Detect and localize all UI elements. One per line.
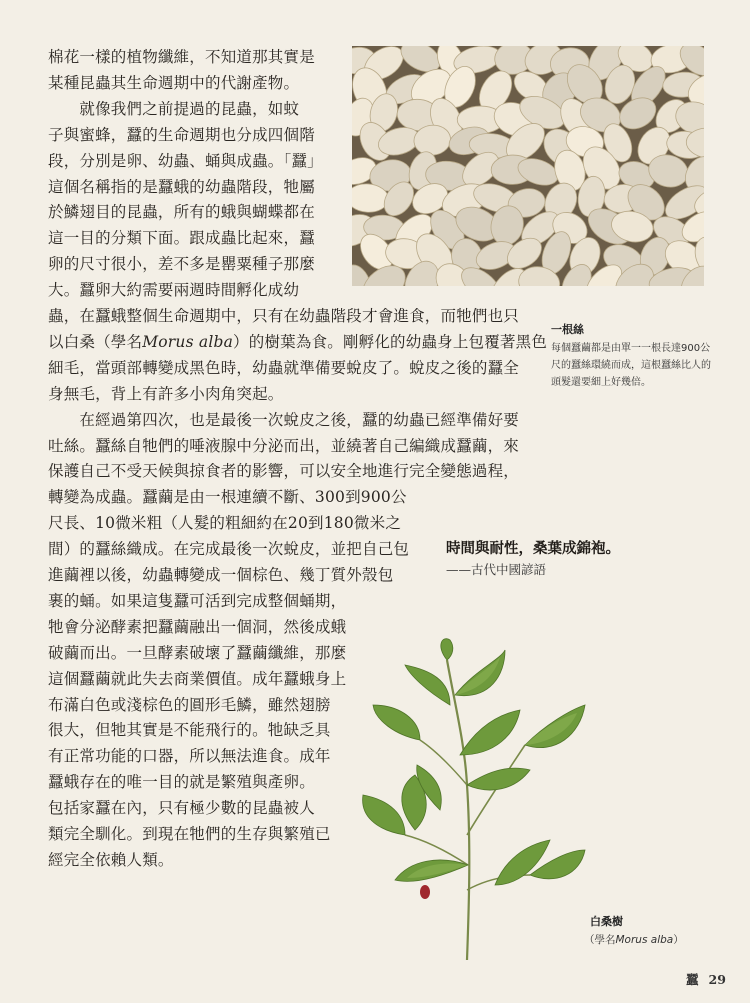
plant-caption-suffix: ） xyxy=(673,934,684,946)
body-line: 吐絲。蠶絲自牠們的唾液腺中分泌而出，並繞著自己編織成蠶繭，來 xyxy=(48,436,520,455)
body-line: 於鱗翅目的昆蟲，所有的蛾與蝴蝶都在 xyxy=(48,203,315,222)
body-line: 某種昆蟲其生命週期中的代謝產物。 xyxy=(48,73,300,92)
body-line: 蠶蛾存在的唯一目的就是繁殖與產卵。 xyxy=(48,773,315,792)
body-line: 尺長、10微米粗（人髮的粗細約在20到180微米之 xyxy=(48,514,402,533)
body-line: 段，分別是卵、幼蟲、蛹與成蟲。「蠶」 xyxy=(48,151,323,170)
folio xyxy=(686,970,726,988)
body-line: 布滿白色或淺棕色的圓形毛鱗，雖然翅膀 xyxy=(48,695,331,714)
body-line: 很大，但牠其實是不能飛行的。牠缺乏具 xyxy=(48,721,331,740)
body-line: 卵的尺寸很小，差不多是罌粟種子那麼 xyxy=(48,255,315,274)
body-line: 間）的蠶絲織成。在完成最後一次蛻皮，並把自己包 xyxy=(48,540,410,559)
body-line: 這一目的分類下面。跟成蟲比起來，蠶 xyxy=(48,229,315,248)
body-line: 類完全馴化。到現在牠們的生存與繁殖已 xyxy=(48,825,331,843)
page-number: 29 xyxy=(708,972,726,987)
body-line: 子與蜜蜂，蠶的生命週期也分成四個階 xyxy=(48,125,315,144)
body-line: 大。蠶卵大約需要兩週時間孵化成幼 xyxy=(48,281,300,300)
body-line: 蟲，在蠶蛾整個生命週期中，只有在幼蟲階段才會進食，而牠們也只 xyxy=(48,307,520,325)
plant-caption-prefix: （學名 xyxy=(584,934,616,946)
body-line: 進繭裡以後，幼蟲轉變成一個棕色、幾丁質外殼包 xyxy=(48,566,394,584)
mulberry-branch-illustration xyxy=(355,635,595,965)
body-line: 經完全依賴人類。 xyxy=(48,850,174,869)
photo-caption-body: 每個蠶繭都是由單一一根長達900公尺的蠶絲環繞而成，這根蠶絲比人的頭髮還要細上好幾倍。 xyxy=(551,343,711,388)
body-line: 有正常功能的口器，所以無法進食。成年 xyxy=(48,747,331,766)
folio-section: 蠶 xyxy=(686,972,699,987)
proverb-source: ——古代中國諺語 xyxy=(446,562,547,577)
body-line: 轉變為成蟲。蠶繭是由一根連續不斷、300到900公 xyxy=(48,488,407,507)
plant-caption-latin xyxy=(584,932,684,947)
body-line: 這個蠶繭就此失去商業價值。成年蠶蛾身上 xyxy=(48,669,347,688)
body-line: 裹的蛹。如果這隻蠶可活到完成整個蛹期， xyxy=(48,591,347,610)
body-line: 以白桑（學名Morus alba）的樹葉為食。剛孵化的幼蟲身上包覆著黑色 xyxy=(48,332,548,351)
body-line: 就像我們之前提過的昆蟲，如蚊 xyxy=(48,99,300,118)
photo-caption-title: 一根絲 xyxy=(551,323,584,336)
body-line: 細毛，當頭部轉變成黑色時，幼蟲就準備要蛻皮了。蛻皮之後的蠶全 xyxy=(48,358,520,377)
plant-caption-title: 白桑樹 xyxy=(590,915,623,928)
body-line: 這個名稱指的是蠶蛾的幼蟲階段，牠屬 xyxy=(48,177,315,196)
body-line: 身無毛，背上有許多小肉角突起。 xyxy=(48,384,284,403)
body-line: 在經過第四次，也是最後一次蛻皮之後，蠶的幼蟲已經準備好要 xyxy=(48,410,520,429)
body-line: 破繭而出。一旦酵素破壞了蠶繭纖維，那麼 xyxy=(48,643,347,662)
body-line: 保護自己不受天候與掠食者的影響，可以安全地進行完全變態過程， xyxy=(48,462,520,481)
body-line: 棉花一樣的植物纖維，不知道那其實是 xyxy=(48,48,315,66)
body-line: 牠會分泌酵素把蠶繭融出一個洞，然後成蛾 xyxy=(48,617,347,636)
cocoon-image xyxy=(352,46,704,286)
body-line: 包括家蠶在內，只有極少數的昆蟲被人 xyxy=(48,799,315,818)
plant-caption-latin-name: Morus alba xyxy=(615,934,674,946)
proverb-quote: 時間與耐性，桑葉成錦袍。 xyxy=(446,540,620,557)
cocoon-photo xyxy=(352,46,704,286)
